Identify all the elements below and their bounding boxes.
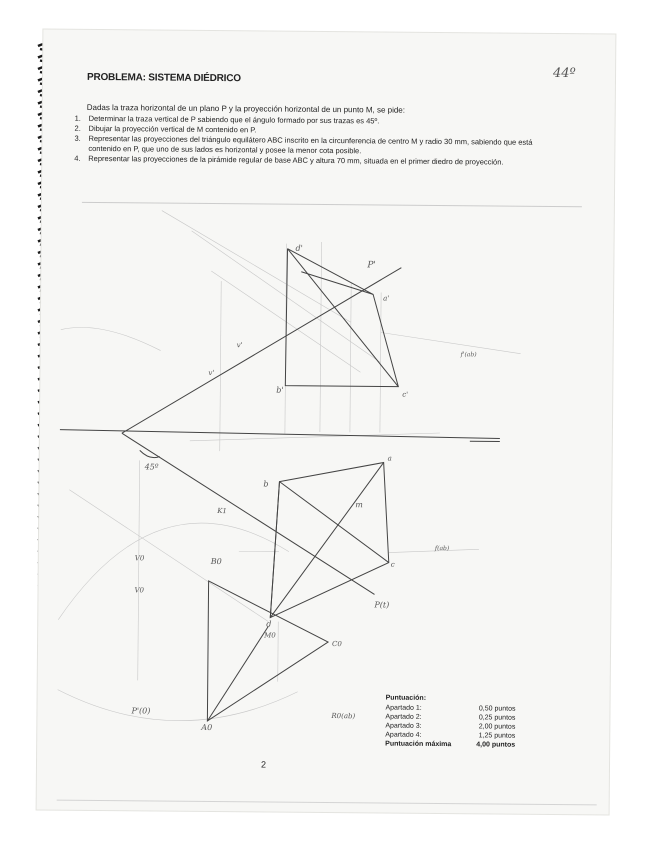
label-m: m [355, 500, 363, 510]
problem-title: PROBLEMA: SISTEMA DIÉDRICO [86, 71, 241, 85]
label-b: b [263, 479, 269, 489]
label-p-trace: P(t) [374, 600, 390, 610]
exam-sheet [37, 30, 616, 815]
label-v0: V0 [134, 554, 145, 563]
label-a0: A0 [201, 722, 213, 733]
label-f-prime-ab: f'(ab) [460, 351, 477, 359]
label-angle: 45º [144, 462, 159, 472]
label-f-ab: f(ab) [434, 544, 450, 553]
label-v-prime-2: v' [208, 368, 215, 378]
scoring-total: Puntuación máxima 4,00 puntos [385, 740, 516, 749]
label-b-prime: b' [276, 385, 284, 395]
label-a-prime: a' [383, 294, 390, 303]
scoring-row: Apartado 1: 0,50 puntos [385, 704, 516, 713]
label-m0: M0 [264, 631, 276, 640]
task-item: 2. Dibujar la proyección vertical de M contenido en P. [74, 123, 257, 135]
label-p-ab: P'(0) [131, 706, 151, 716]
problem-intro: Dadas la traza horizontal de un plano P y la proyección horizontal de un punto M, se pide: [86, 102, 406, 115]
scoring-row: Apartado 3: 2,00 puntos [385, 722, 516, 731]
label-d-prime: d' [295, 243, 303, 253]
label-c: c [390, 560, 395, 569]
label-d: d [266, 619, 272, 629]
task-item: 4. Representar las proyecciones de la pirámide regular de base ABC y altura 70 mm, situada en el primer diedro de proyección. [74, 153, 504, 167]
page-number: 2 [260, 759, 267, 770]
dihedral-drawing [37, 30, 616, 815]
label-v-prime: v' [236, 341, 243, 350]
label-v0-2: V0 [134, 586, 145, 595]
task-item: 3. Representar las proyecciones del triángulo equilátero ABC inscrito en la circunferencia de centro M y radio 30 mm, sabiendo que está contenido en P, que uno de sus lados es horizontal y posee la menor cota posible. [74, 133, 533, 156]
task-item: 1. Determinar la traza vertical de P sabiendo que el ángulo formado por sus trazas es 45º. [74, 113, 380, 126]
handwritten-page-number: 44º [552, 65, 576, 82]
scoring-row: Apartado 4: 1,25 puntos [385, 731, 516, 740]
label-k1: K1 [217, 507, 227, 516]
label-b0: B0 [210, 557, 222, 567]
label-c-prime: c' [402, 390, 409, 399]
scoring-box [385, 695, 515, 750]
label-p-prime: P' [367, 260, 376, 271]
scoring-heading: Puntuación: [385, 694, 427, 702]
label-a: a [387, 454, 392, 463]
label-c0: C0 [332, 640, 342, 649]
label-r-ab: R0(ab) [331, 712, 356, 721]
scoring-row: Apartado 2: 0,25 puntos [385, 713, 516, 722]
